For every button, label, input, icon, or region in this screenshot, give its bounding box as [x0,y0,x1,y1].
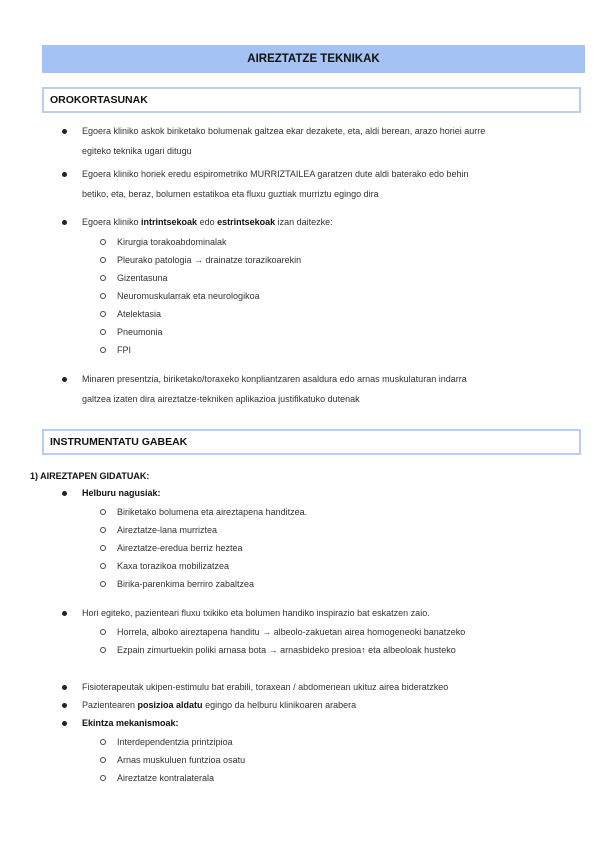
circle-bullet-icon [100,757,106,763]
circle-bullet-icon [100,527,106,533]
bullet-icon [62,220,67,225]
bullet-icon [62,172,67,177]
list-item-text: Helburu nagusiak: [82,488,161,498]
bullet-icon [62,611,67,616]
circle-bullet-icon [100,239,106,245]
bullet-icon [62,703,67,708]
arrow-up-icon: ↑ [361,645,366,655]
list-item-text: Fisioterapeutak ukipen-estimulu bat erabili, toraxean / abdomenean ukituz airea bideratzkeo [82,682,449,692]
list-item-text: galtzea izaten dira aireztatze-tekniken aplikazioa justifikatuko dutenak [82,394,360,404]
list-item-text: Ekintza mekanismoak: [82,718,179,728]
bullet-icon [62,721,67,726]
subheading: 1) AIREZTAPEN GIDATUAK: [30,471,150,481]
circle-bullet-icon [100,629,106,635]
circle-bullet-icon [100,775,106,781]
list-item-text: Egoera kliniko intrintsekoak edo estrintsekoak izan daitezke: [82,217,333,227]
section-heading-orokortasunak: OROKORTASUNAK [42,87,581,113]
circle-bullet-icon [100,311,106,317]
circle-bullet-icon [100,545,106,551]
bullet-icon [62,491,67,496]
circle-bullet-icon [100,581,106,587]
bullet-icon [62,377,67,382]
list-item-text: egiteko teknika ugari ditugu [82,146,192,156]
page-title: AIREZTATZE TEKNIKAK [42,45,585,73]
list-item-text: Pazientearen posizioa aldatu egingo da helburu klinikoaren arabera [82,700,357,710]
circle-bullet-icon [100,347,106,353]
section-heading-instrumentatu-gabeak: INSTRUMENTATU GABEAK [42,429,581,455]
bullet-icon [62,129,67,134]
bold-term: intrintsekoak [141,217,198,227]
circle-bullet-icon [100,293,106,299]
list-item-text: betiko, eta, beraz, bolumen estatikoa eta fluxu guztiak murriztu egingo dira [82,189,379,199]
bold-term: posizioa aldatu [137,700,203,710]
circle-bullet-icon [100,739,106,745]
bold-term: estrintsekoak [217,217,276,227]
circle-bullet-icon [100,257,106,263]
circle-bullet-icon [100,647,106,653]
circle-bullet-icon [100,563,106,569]
bullet-icon [62,685,67,690]
circle-bullet-icon [100,275,106,281]
circle-bullet-icon [100,509,106,515]
list-item-text: Egoera kliniko horiek eredu espirometriko MURRIZTAILEA garatzen dute aldi baterako edo behin [82,169,469,179]
list-item-text: Minaren presentzia, biriketako/toraxeko konpliantzaren asaldura edo arnas muskulaturan indarra [82,374,467,384]
list-item-text: Hori egiteko, pazienteari fluxu txikiko eta bolumen handiko inspirazio bat eskatzen zaio. [82,608,430,618]
circle-bullet-icon [100,329,106,335]
list-item-text: Egoera kliniko askok biriketako bolumenak galtzea ekar dezakete, eta, aldi berean, arazo horiei aurre [82,126,486,136]
